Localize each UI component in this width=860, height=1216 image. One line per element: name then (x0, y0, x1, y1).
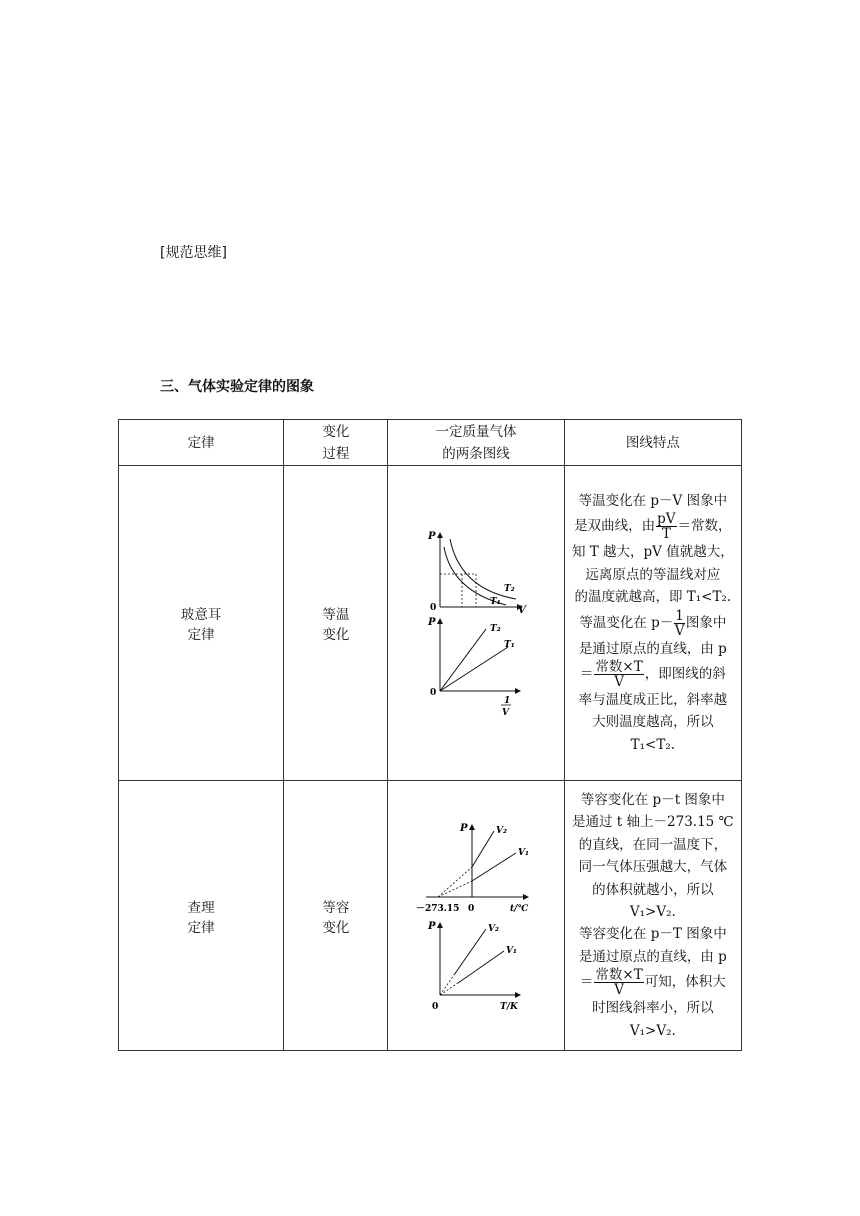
isochore-p-t-kelvin-graph (424, 917, 528, 1013)
header-graphs: 一定质量气体 的两条图线 (388, 420, 564, 466)
intercept-label: －273.15 (416, 903, 460, 914)
isochore-p-t-celsius-graph (416, 819, 536, 915)
section-title: 三、气体实验定律的图象 (160, 379, 314, 395)
curve-t2-label: T₂ (504, 584, 515, 594)
line-v2-label: V₂ (496, 825, 507, 836)
axis-v-label: V (518, 605, 526, 613)
curve-t1-label: T₁ (490, 597, 501, 607)
header-features: 图线特点 (564, 420, 741, 466)
law-name-cell: 查理 定律 (119, 781, 284, 1051)
isotherm-p-v-graph (424, 527, 528, 613)
origin-label: 0 (432, 1001, 439, 1012)
table-row (119, 781, 742, 1051)
line-v1-label: V₁ (518, 847, 529, 858)
table-header-row (119, 420, 742, 466)
isochore-line-v2 (454, 929, 486, 975)
line-v2-label: V₂ (488, 923, 499, 934)
header-process: 变化 过程 (284, 420, 388, 466)
line-v1-label: V₁ (506, 945, 517, 956)
origin-label: 0 (430, 603, 437, 613)
axis-p-label: P (428, 617, 436, 628)
features-cell: 等温变化在 p－V 图象中 是双曲线，由 $\frac{pV}{T}$ ＝常数， 知 T 越大，pV 值就越大， 远离原点的等温线对应 的温度就越高，即 T₁<T₂. 等温变化在 p－ $\frac{1}{V}$ 图象中 是通过原点的直线，由 p ＝ $\frac{\text{常数×T}}{V}$ ，即图线的斜 率与温度成正比，斜率越 大则温度越高，所以 T₁<T₂. (564, 466, 741, 781)
features-cell: 等容变化在 p－t 图象中 是通过 t 轴上－273.15 ℃ 的直线，在同一温度下， 同一气体压强越大，气体 的体积就越小，所以 V₁>V₂. 等容变化在 p－T 图象中 是通过原点的直线，由 p ＝ $\frac{\text{常数×T}}{V}$ 可知，体积大 时图线斜率小，所以 V₁>V₂. (564, 781, 741, 1051)
isotherm-line-t1 (440, 647, 508, 691)
graphs-cell (388, 466, 564, 781)
axis-inv-v-numerator: 1 (504, 696, 511, 706)
axis-t-kelvin-label: T/K (500, 1001, 518, 1012)
gas-law-graphs-table (118, 419, 742, 1051)
header-law: 定律 (119, 420, 284, 466)
isotherm-line-t2 (440, 629, 486, 691)
axis-p-label: P (460, 822, 468, 834)
process-cell: 等容 变化 (284, 781, 388, 1051)
table-row (119, 466, 742, 781)
axis-inv-v-denominator: V (502, 708, 510, 718)
isochore-line-v1 (472, 853, 516, 881)
isotherm-p-inv-v-graph (424, 615, 528, 719)
axis-p-label: P (428, 531, 436, 542)
isochore-line-v2 (472, 831, 494, 867)
law-name-cell: 玻意耳 定律 (119, 466, 284, 781)
process-cell: 等温 变化 (284, 466, 388, 781)
axis-t-celsius-label: t/℃ (510, 903, 529, 914)
origin-label: 0 (430, 688, 437, 698)
axis-p-label: P (428, 920, 436, 932)
origin-label: 0 (468, 903, 475, 914)
line-t1-label: T₁ (504, 640, 515, 650)
isochore-line-v1 (458, 951, 504, 983)
line-t2-label: T₂ (490, 624, 501, 634)
norm-thinking-label: [规范思维] (160, 245, 227, 261)
graphs-cell (388, 781, 564, 1051)
